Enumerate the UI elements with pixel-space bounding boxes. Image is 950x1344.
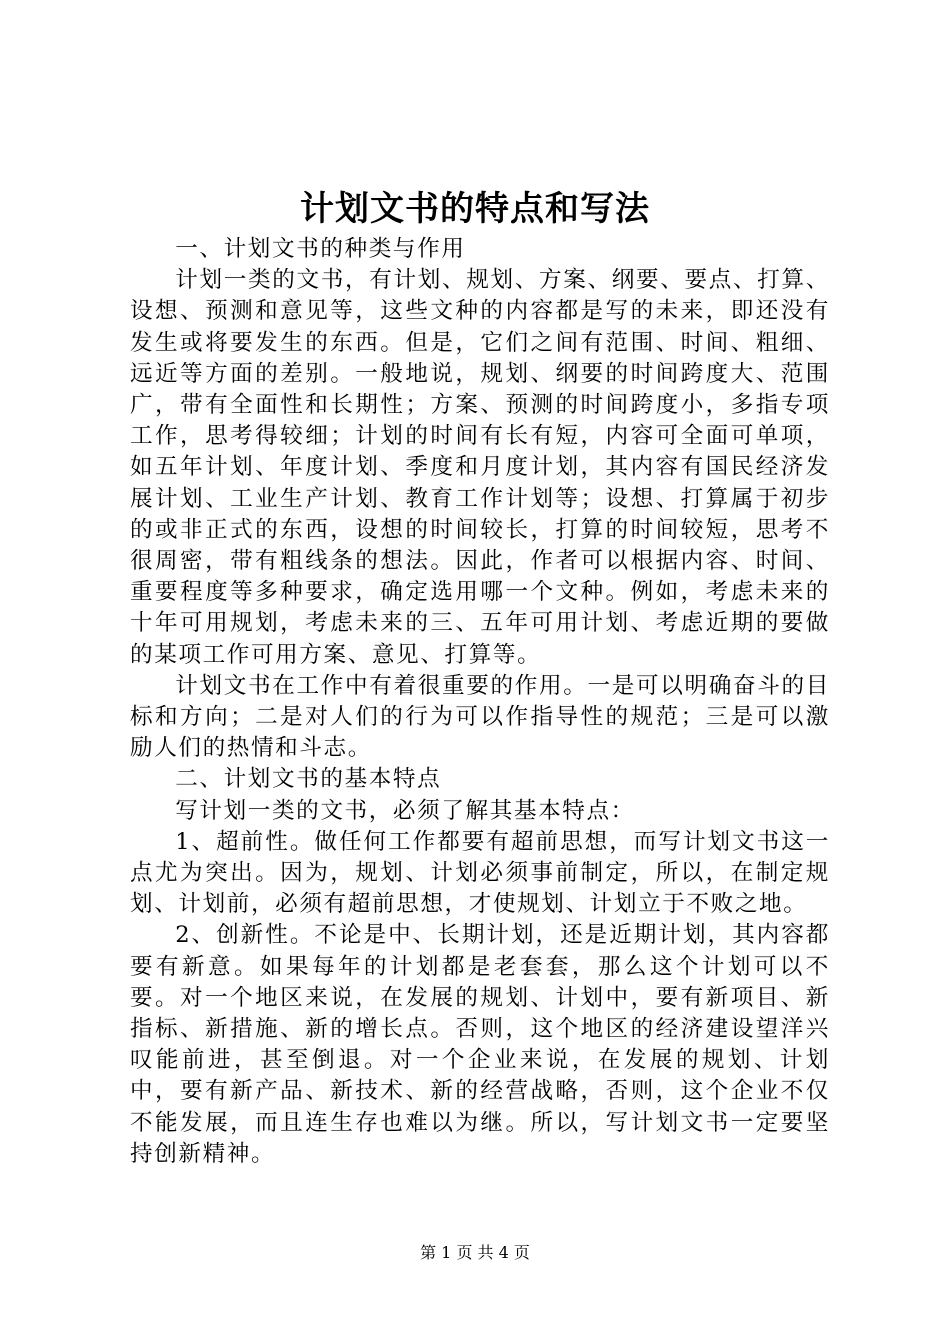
- section-heading-2: 二、计划文书的基本特点: [175, 766, 442, 793]
- section-heading-1: 一、计划文书的种类与作用: [175, 236, 466, 262]
- document-body: [130, 234, 830, 1170]
- paragraph-features-intro: 写计划一类的文书，必须了解其基本特点：: [175, 797, 635, 824]
- paragraph-role-of-plans: 计划文书在工作中有着很重要的作用。一是可以明确奋斗的目标和方向；二是对人们的行为可以作指导性的规范；三是可以激励人们的热情和斗志。: [130, 672, 830, 762]
- page-number-footer: 第 1 页 共 4 页: [420, 1243, 530, 1262]
- paragraph-feature-innovation: 2、创新性。不论是中、长期计划，还是近期计划，其内容都要有新意。如果每年的计划都是老套套，那么这个计划可以不要。对一个地区来说，在发展的规划、计划中，要有新项目、新指标、新措施、新的增长点。否则，这个地区的经济建设望洋兴叹能前进，甚至倒退。对一个企业来说，在发展的规划、计划中，要有新产品、新技术、新的经营战略，否则，这个企业不仅不能发展，而且连生存也难以为继。所以，写计划文书一定要坚持创新精神。: [130, 922, 830, 1167]
- paragraph-feature-foresight: 1、超前性。做任何工作都要有超前思想，而写计划文书这一点尤为突出。因为，规划、计划必须事前制定，所以，在制定规划、计划前，必须有超前思想，才使规划、计划立于不败之地。: [130, 828, 830, 918]
- paragraph-types-of-plans: 计划一类的文书，有计划、规划、方案、纲要、要点、打算、设想、预测和意见等，这些文种的内容都是写的未来，即还没有发生或将要发生的东西。但是，它们之间有范围、时间、粗细、远近等方面的差别。一般地说，规划、纲要的时间跨度大、范围广，带有全面性和长期性；方案、预测的时间跨度小，多指专项工作，思考得较细；计划的时间有长有短，内容可全面可单项，如五年计划、年度计划、季度和月度计划，其内容有国民经济发展计划、工业生产计划、教育工作计划等；设想、打算属于初步的或非正式的东西，设想的时间较长，打算的时间较短，思考不很周密，带有粗线条的想法。因此，作者可以根据内容、时间、重要程度等多种要求，确定选用哪一个文种。例如，考虑未来的十年可用规划，考虑未来的三、五年可用计划、考虑近期的要做的某项工作可用方案、意见、打算等。: [130, 267, 830, 668]
- document-title: 计划文书的特点和写法: [300, 189, 650, 229]
